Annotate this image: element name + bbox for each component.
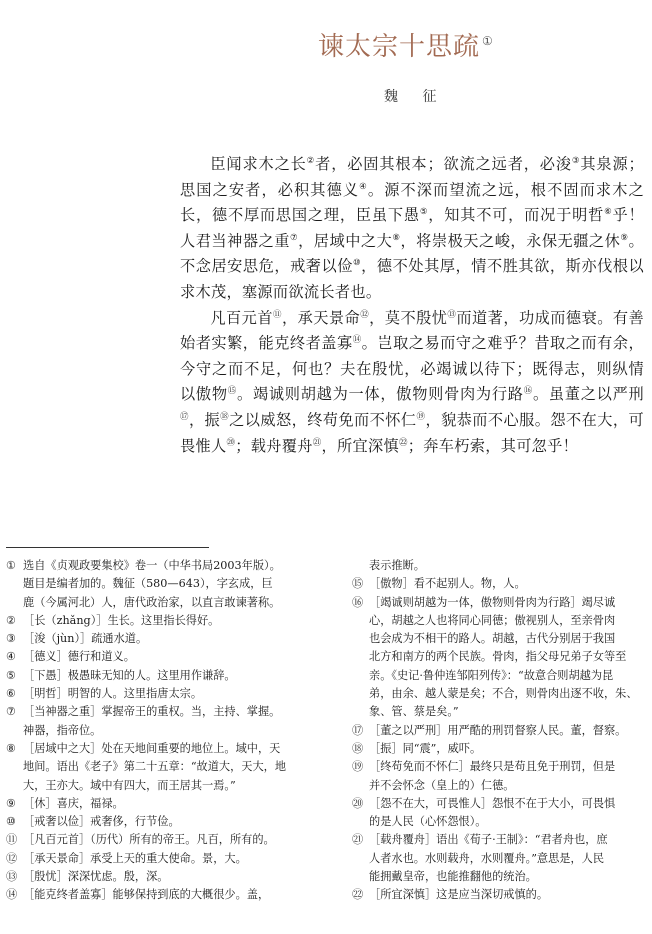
footnote: [6, 813, 316, 831]
text-run: ，貌恭而不心服。怨不在大，可畏惟人: [180, 410, 644, 455]
footnote-ref: ⑲: [416, 411, 426, 422]
footnote-text: 能拥戴皇帝，也能推翻他的统治。: [369, 870, 537, 884]
text-run: 。虽董之以严刑: [532, 385, 644, 404]
text-run: ，振: [188, 410, 221, 429]
footnote: [6, 557, 316, 612]
footnote-marker: ⑫: [6, 851, 18, 865]
footnote-marker: ⑮: [352, 577, 364, 591]
footnote-ref: ②: [306, 155, 316, 166]
footnote-ref: ⑩: [353, 258, 362, 269]
footnote-line: [352, 886, 648, 904]
footnote-marker: ④: [6, 650, 17, 664]
footnote-text: ［终苟免而不怀仁］最终只是苟且免于刑罚，但是: [369, 760, 616, 774]
footnote-marker: ⑩: [6, 815, 17, 829]
footnote-ref: ㉑: [312, 437, 322, 448]
footnote-line: [352, 594, 648, 612]
footnote-marker: ⑪: [6, 833, 18, 847]
footnote-line: [6, 813, 316, 831]
text-run: 乎！人君当神器之重: [180, 206, 644, 250]
footnote-ref: ⑨: [620, 232, 629, 243]
footnote-line: [6, 850, 316, 868]
footnote-line: [352, 722, 648, 740]
text-run: ，承天景命: [281, 308, 361, 327]
footnote-text: 并不会怀念（皇上的）仁德。: [369, 778, 515, 792]
footnote-text: ［承天景命］承受上天的重大使命。景，大。: [23, 851, 247, 865]
footnote-line: [6, 831, 316, 849]
footnote-text: 北方和南方的两个民族。骨肉，指父母兄弟子女等至: [369, 650, 627, 664]
footnote-marker: ⑭: [6, 888, 18, 902]
footnote-line: [6, 557, 316, 575]
footnote: [6, 850, 316, 868]
text-run: 而道著，功成而德衰。有善始者实繁，能克终者盖寡: [180, 308, 645, 353]
footnote-line: [352, 813, 648, 831]
footnote-text: 神器，指帝位。: [23, 723, 102, 737]
footnote-text: 也会成为不相干的路人。胡越，古代分别居于我国: [369, 632, 616, 646]
footnote-marker: ①: [6, 559, 17, 572]
footnote-line: [352, 831, 648, 849]
footnote-ref: ③: [571, 155, 581, 166]
footnote-line: [6, 740, 316, 758]
footnote-line: [352, 868, 648, 886]
footnote-line: [352, 685, 648, 703]
footnote-marker: ㉑: [352, 833, 364, 847]
title-text: 谏太宗十思疏: [318, 32, 481, 62]
footnote-text: ［载舟覆舟］语出《荀子·王制》：“君者舟也，庶: [369, 833, 608, 847]
footnote-line: [352, 777, 648, 795]
footnote-ref: ⑦: [289, 232, 299, 243]
author-name: 魏 征: [384, 89, 447, 105]
footnote: [352, 886, 648, 904]
footnote: [6, 886, 316, 904]
footnote-marker: ③: [6, 632, 17, 646]
text-run: 。岂取之易而守之难乎？昔取之而有余，今守之而不足，何也？夫在殷忧，必竭诚以待下；既得志，则纵情以傲物: [180, 334, 644, 404]
footnote: [6, 831, 316, 849]
footnote: [6, 630, 316, 648]
footnote-ref: ⑬: [447, 309, 457, 320]
footnote-text: 题目是编者加的。魏征（580—643），字玄成，巨: [23, 577, 273, 591]
footnote-ref: ⑤: [419, 207, 429, 218]
footnote-line: [352, 630, 648, 648]
text-run: ，莫不殷忧: [369, 308, 448, 327]
footnote-marker: ⑨: [6, 796, 17, 810]
essay-body: [180, 152, 644, 459]
footnote-line: [6, 703, 316, 721]
footnote-text: 表示推断。: [369, 559, 425, 572]
footnote-text: 弟，由余、越人蒙是矣；不合，则骨肉出逐不收，朱、: [369, 687, 638, 701]
text-run: 之以威怒，终苟免而不怀仁: [229, 410, 417, 429]
footnote-text: ［傲物］看不起别人。物，人。: [369, 577, 526, 591]
footnote-ref: ㉒: [398, 437, 408, 448]
footnote: [352, 758, 648, 795]
footnote-line: [352, 740, 648, 758]
footnote-ref: ⑭: [352, 335, 362, 346]
text-run: ，将崇极天之峻，永保无疆之休: [400, 231, 621, 250]
footnote-line: [6, 886, 316, 904]
footnote-ref: ⑪: [272, 309, 282, 320]
footnote-marker: ⑬: [6, 870, 18, 884]
paragraph: [180, 306, 644, 460]
footnote-line: [352, 795, 648, 813]
footnote-text: 鹿（今属河北）人，唐代政治家，以直言敢谏著称。: [23, 595, 281, 609]
footnote: [352, 722, 648, 740]
footnote-text: ［德义］德行和道义。: [23, 650, 135, 664]
footnote-line: [6, 868, 316, 886]
footnote-text: ［浚（jùn）］疏通水道。: [23, 632, 148, 646]
footnote-line: [352, 612, 648, 630]
footnote-text: ［董之以严刑］用严酷的刑罚督察人民。董，督察。: [369, 723, 627, 737]
footnote-marker: ⑰: [352, 723, 364, 737]
footnote-ref: ⑥: [604, 207, 613, 218]
footnote: [6, 740, 316, 795]
footnote-text: 象、管、蔡是矣。”: [369, 705, 459, 719]
footnote-text: ［能克终者盖寡］能够保持到底的大概很少。盖，: [23, 888, 270, 902]
footnote-text: ［长（zhǎng）］生长。这里指长得好。: [23, 613, 220, 627]
footnote-text: 的是人民（心怀怨恨）。: [369, 815, 487, 829]
footnotes-left-column: [6, 557, 316, 905]
footnote-line: [352, 557, 648, 575]
text-run: ，德不处其厚，情不胜其欲，斯亦伐根以求木茂，塞源而欲流长者也。: [180, 257, 645, 301]
text-run: ，居域中之大: [298, 231, 393, 250]
footnote-line: [6, 685, 316, 703]
footnote-text: 亲。《史记·鲁仲连邹阳列传》：“故意合则胡越为昆: [369, 668, 614, 682]
footnote-line: [6, 612, 316, 630]
footnote-ref: ④: [359, 181, 368, 192]
footnote-line: [6, 777, 316, 795]
essay-title: [318, 26, 518, 63]
text-run: ；奔车朽索，其可忽乎！: [407, 436, 579, 455]
footnote-line: [6, 795, 316, 813]
footnote-text: ［怨不在大，可畏惟人］怨恨不在于大小，可畏惧: [369, 796, 616, 810]
footnote: [352, 795, 648, 832]
footnote-line: [6, 594, 316, 612]
footnote-ref: ⑱: [220, 411, 230, 422]
text-run: ，知其不可，而况于明哲: [428, 206, 605, 225]
footnote-text: 选自《贞观政要集校》卷一（中华书局2003年版）。: [23, 559, 281, 572]
footnote-line: [352, 667, 648, 685]
footnote-text: ［凡百元首］（历代）所有的帝王。凡百，所有的。: [23, 833, 275, 847]
footnote-line: [352, 758, 648, 776]
footnote: [6, 648, 316, 666]
footnote-text: ［明哲］明智的人。这里指唐太宗。: [23, 687, 203, 701]
text-run: ；载舟覆舟: [235, 436, 313, 455]
footnote-text: 大，王亦大。域中有四大，而王居其一焉。”: [23, 778, 236, 792]
footnote-text: ［竭诚则胡越为一体，傲物则骨肉为行路］竭尽诚: [369, 595, 616, 609]
footnote-marker: ②: [6, 613, 17, 627]
footnote: [352, 557, 648, 575]
footnote-line: [352, 575, 648, 593]
footnote-line: [352, 648, 648, 666]
footnote: [6, 685, 316, 703]
footnote-marker: ㉒: [352, 888, 364, 902]
footnote-text: ［当神器之重］掌握帝王的重权。当，主持、掌握。: [23, 705, 281, 719]
footnote-text: 心，胡越之人也将同心同德；傲视别人，至亲骨肉: [369, 613, 616, 627]
footnote-line: [352, 703, 648, 721]
text-run: 。源不深而望流之远，根不固而求木之长，德不厚而思国之理，臣虽下愚: [180, 180, 644, 225]
footnote-text: ［殷忧］深深忧虑。殷，深。: [23, 870, 169, 884]
footnote-text: 地间。语出《老子》第二十五章：“故道大，天大，地: [23, 760, 287, 774]
footnote-text: ［所宜深慎］这是应当深切戒慎的。: [369, 888, 549, 902]
footnote-ref: ⑧: [392, 232, 401, 243]
footnote-line: [6, 758, 316, 776]
footnote-ref: ⑰: [180, 411, 189, 422]
footnote-marker: ⑤: [6, 668, 17, 682]
footnote-marker: ⑲: [352, 760, 364, 774]
footnote-text: ［居域中之大］处在天地间重要的地位上。域中，天: [23, 741, 281, 755]
text-run: 者，必固其根本；欲流之远者，必浚: [315, 155, 572, 173]
footnote-text: 人者水也。水则载舟，水则覆舟。”意思是，人民: [369, 851, 605, 865]
footnote-marker: ⑱: [352, 741, 364, 755]
text-run: ，所宜深慎: [321, 436, 399, 455]
footnote-marker: ⑯: [352, 595, 364, 609]
footnote: [6, 667, 316, 685]
footnote: [6, 795, 316, 813]
footnote-text: ［振］同“震”，威吓。: [369, 741, 482, 755]
footnote-line: [6, 722, 316, 740]
text-run: 臣闻求木之长: [210, 155, 307, 173]
footnote-line: [352, 850, 648, 868]
title-note-marker: ①: [482, 34, 494, 49]
footnote: [352, 575, 648, 593]
footnote-marker: ⑦: [6, 705, 17, 719]
footnote-line: [6, 648, 316, 666]
text-run: 凡百元首: [210, 308, 273, 327]
footnote-ref: ⑫: [360, 309, 370, 320]
text-run: 其泉源；思国之安者，必积其德义: [180, 155, 644, 199]
footnote-line: [6, 667, 316, 685]
footnote: [352, 740, 648, 758]
footnote-text: ［戒奢以俭］戒奢侈，行节俭。: [23, 815, 180, 829]
footnote-line: [6, 575, 316, 593]
footnote: [6, 868, 316, 886]
footnote-marker: ⑳: [352, 796, 364, 810]
footnote-divider: [6, 547, 209, 548]
paragraph: [180, 152, 644, 306]
footnote-marker: ⑥: [6, 687, 17, 701]
text-run: 。竭诚则胡越为一体，傲物则骨肉为行路: [237, 385, 524, 404]
footnote: [6, 612, 316, 630]
footnote-ref: ⑯: [523, 386, 533, 397]
footnote: [352, 831, 648, 886]
footnote-ref: ⑳: [226, 437, 236, 448]
footnote-ref: ⑮: [227, 386, 238, 397]
footnote-marker: ⑧: [6, 741, 17, 755]
footnote: [6, 703, 316, 740]
text-run: 。不念居安思危，戒奢以俭: [180, 231, 644, 276]
footnote-text: ［休］喜庆，福禄。: [23, 796, 124, 810]
footnote-text: ［下愚］极愚昧无知的人。这里用作谦辞。: [23, 668, 236, 682]
footnote-line: [6, 630, 316, 648]
footnote: [352, 594, 648, 722]
footnotes-right-column: [352, 557, 648, 905]
